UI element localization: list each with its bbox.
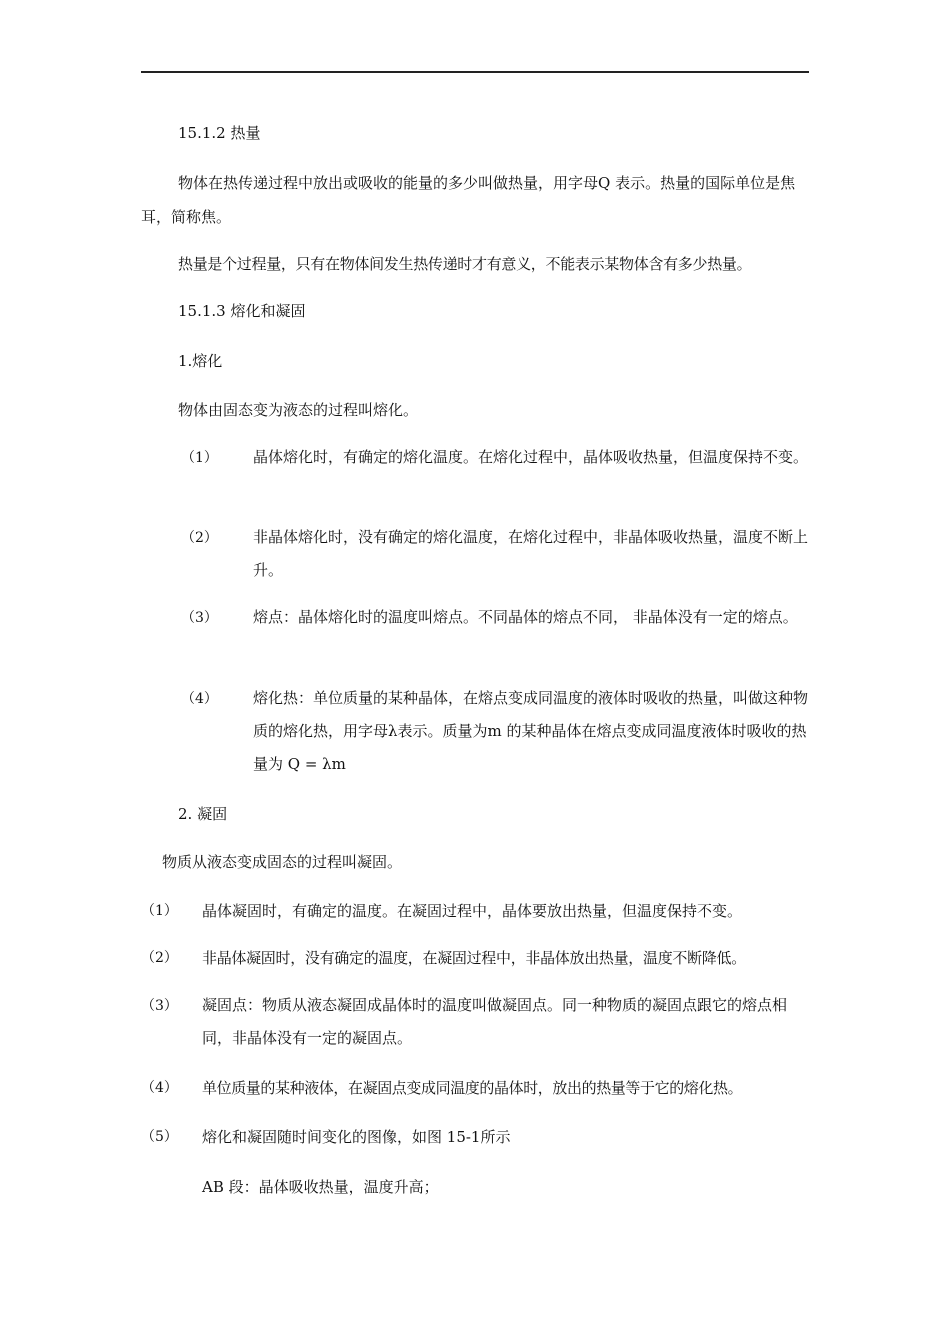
list-number: （4） xyxy=(181,691,218,707)
list-item-text: 非晶体熔化时，没有确定的熔化温度，在熔化过程中，非晶体吸收热量，温度不断上升。 xyxy=(253,528,809,579)
paragraph-melting-definition: 物体由固态变为液态的过程叫熔化。 xyxy=(178,401,419,419)
paragraph-solidification-definition: 物质从液态变成固态的过程叫凝固。 xyxy=(162,853,403,871)
list-number: （5） xyxy=(141,1129,178,1145)
list-item-text: 晶体熔化时，有确定的熔化温度。在熔化过程中，晶体吸收热量，但温度保持不变。 xyxy=(253,448,809,466)
section-title-15-1-3: 15.1.3 熔化和凝固 xyxy=(178,302,306,320)
list-item-text: 单位质量的某种液体，在凝固点变成同温度的晶体时，放出的热量等于它的熔化热。 xyxy=(202,1079,743,1097)
subsection-title-solidification: 2. 凝固 xyxy=(178,805,228,823)
list-number: （4） xyxy=(141,1080,178,1096)
paragraph-ab-segment: AB 段：晶体吸收热量，温度升高； xyxy=(202,1178,439,1196)
list-item-text: 非晶体凝固时，没有确定的温度，在凝固过程中，非晶体放出热量，温度不断降低。 xyxy=(202,949,746,967)
list-item-text: 凝固点：物质从液态凝固成晶体时的温度叫做凝固点。同一种物质的凝固点跟它的熔点相同，非晶体没有一定的凝固点。 xyxy=(202,996,788,1047)
paragraph-heat-note: 热量是个过程量，只有在物体间发生热传递时才有意义，不能表示某物体含有多少热量。 xyxy=(178,255,752,273)
header-rule xyxy=(141,71,809,73)
subsection-title-melting: 1.熔化 xyxy=(178,352,223,370)
list-item-text: 熔点：晶体熔化时的温度叫熔点。不同晶体的熔点不同， 非晶体没有一定的熔点。 xyxy=(253,608,798,626)
paragraph-heat-definition: 物体在热传递过程中放出或吸收的能量的多少叫做热量，用字母Q 表示。热量的国际单位是焦耳，简称焦。 xyxy=(141,174,796,226)
list-number: （3） xyxy=(141,998,178,1014)
list-item-text: 熔化和凝固随时间变化的图像，如图 15-1所示 xyxy=(202,1128,511,1146)
list-item-text: 晶体凝固时，有确定的温度。在凝固过程中，晶体要放出热量，但温度保持不变。 xyxy=(202,902,743,920)
list-number: （2） xyxy=(181,530,218,546)
list-number: （1） xyxy=(141,903,178,919)
section-title-15-1-2: 15.1.2 热量 xyxy=(178,124,261,142)
list-number: （3） xyxy=(181,610,218,626)
list-item-text: 熔化热：单位质量的某种晶体，在熔点变成同温度的液体时吸收的热量，叫做这种物质的熔化热，用字母λ表示。质量为m 的某种晶体在熔点变成同温度液体时吸收的热量为 Q = λm xyxy=(253,689,809,773)
list-number: （2） xyxy=(141,950,178,966)
list-number: （1） xyxy=(181,450,218,466)
